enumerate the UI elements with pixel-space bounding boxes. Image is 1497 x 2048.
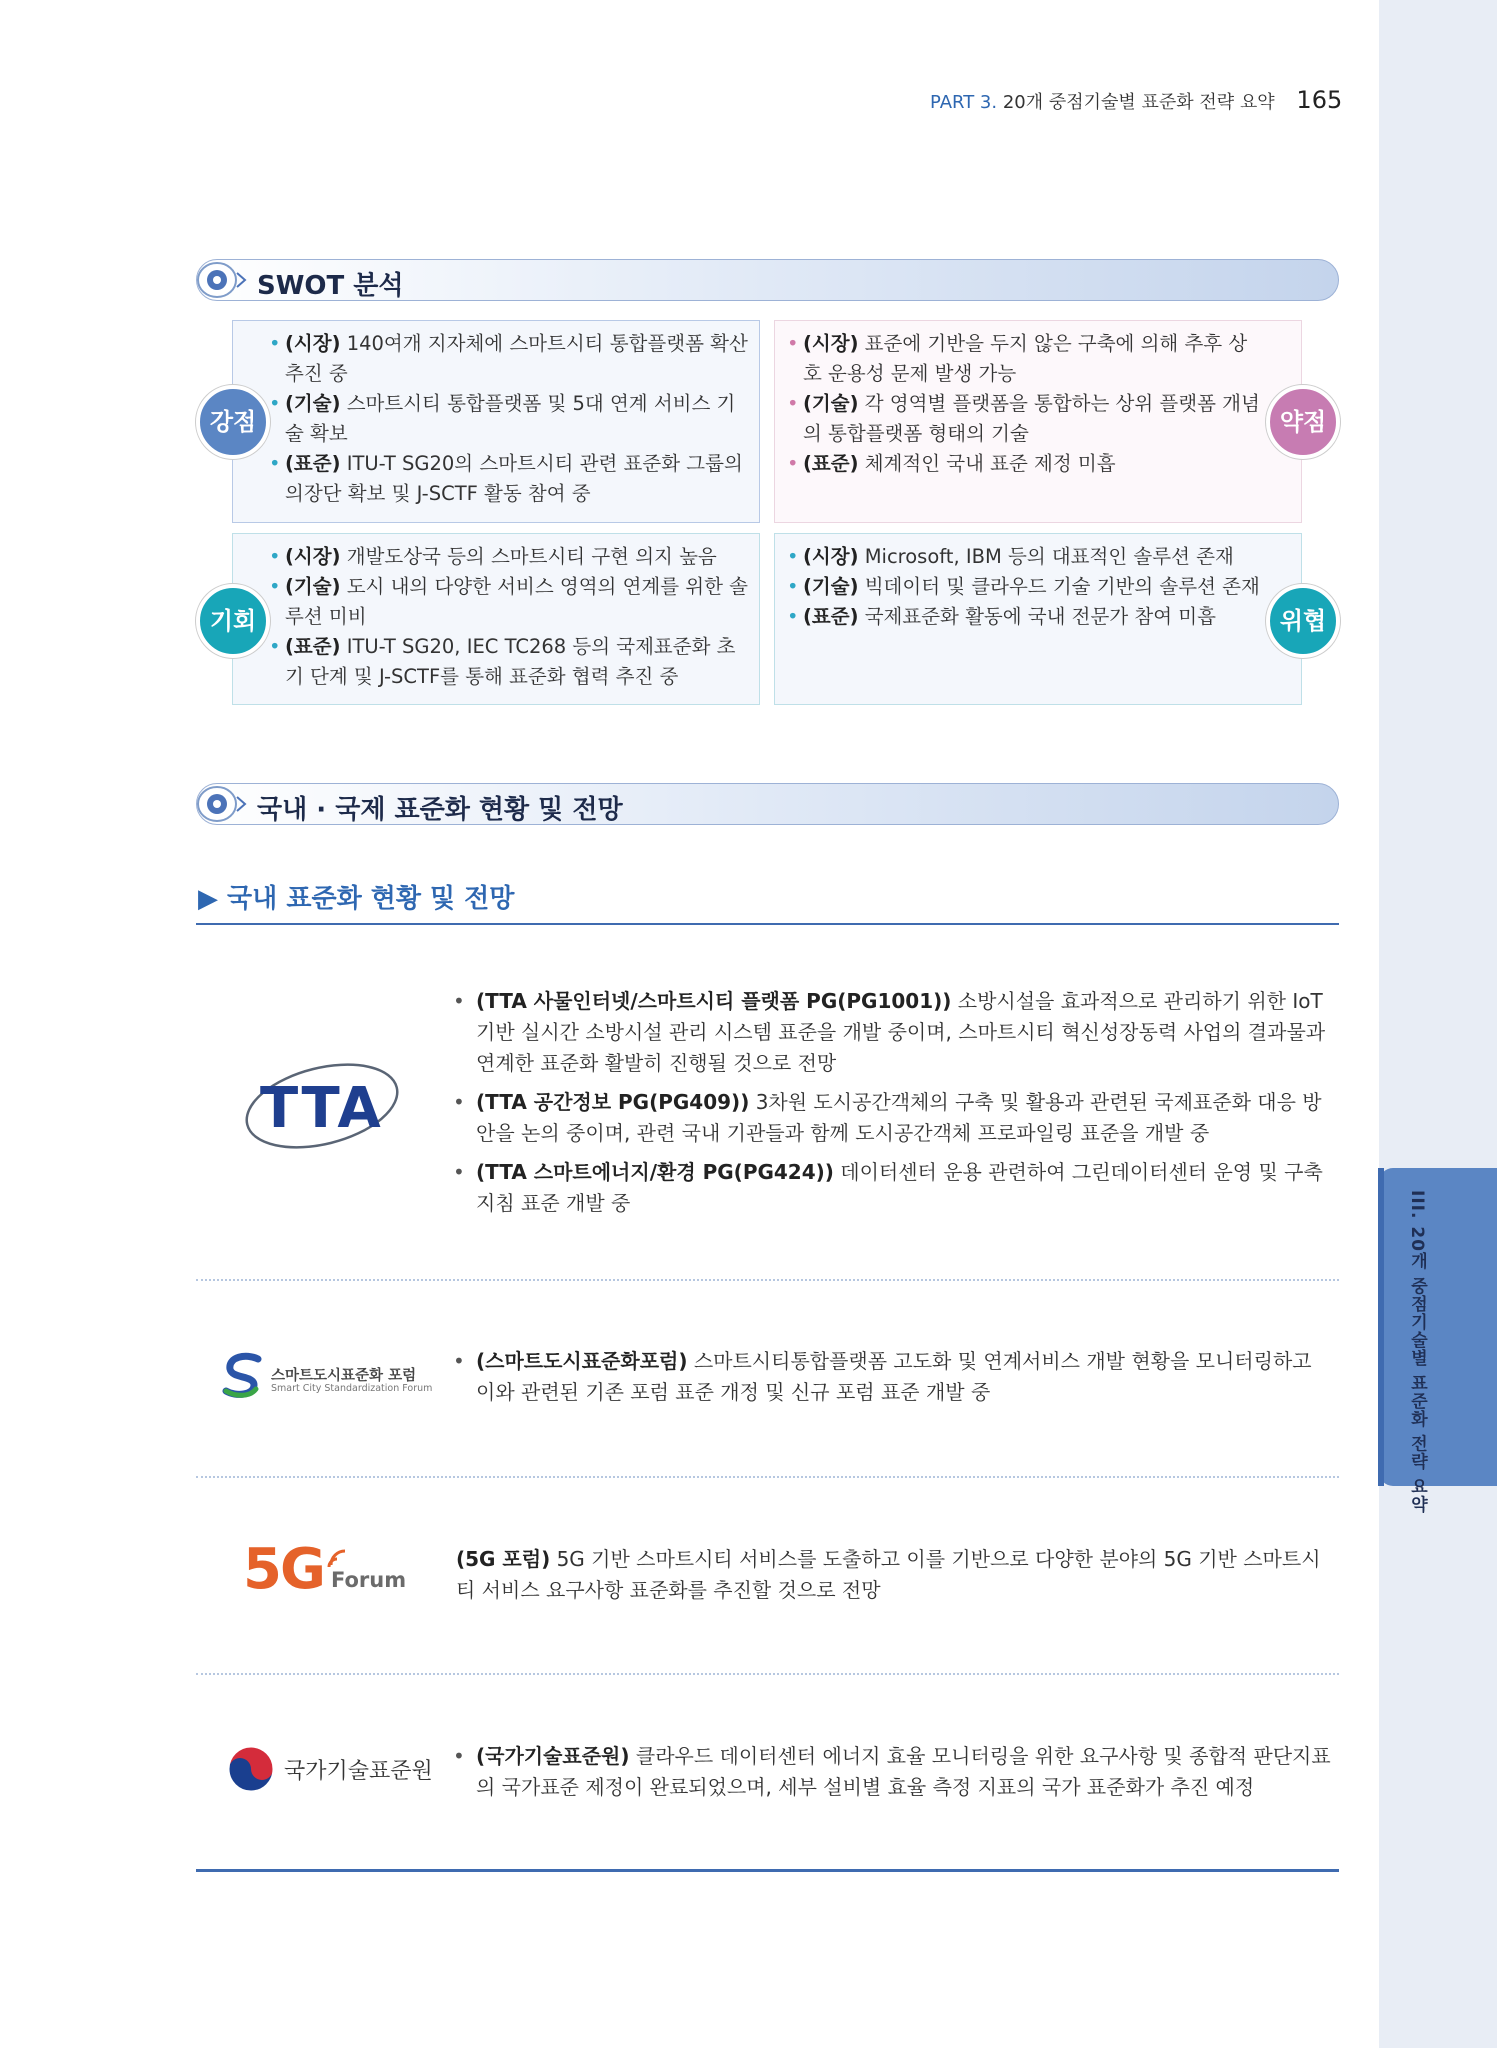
- swot-opportunity-box: [232, 533, 760, 705]
- section-bullet-icon: [196, 783, 252, 825]
- chapter-side-tab-label: III. 20개 중점기술별 표준화 전략 요약: [1407, 1190, 1427, 1514]
- header-part: PART 3.: [930, 92, 998, 113]
- list-item: [440, 986, 1335, 1079]
- running-header: [930, 86, 1342, 114]
- list-item: [787, 602, 1261, 632]
- list-item: [440, 1087, 1335, 1149]
- chapter-side-tab[interactable]: [1379, 1168, 1497, 1486]
- item-tag: (TTA 스마트에너지/환경 PG(PG424)): [476, 1160, 834, 1184]
- bullet-dot: •: [453, 1090, 465, 1114]
- weakness-badge: 약점: [1266, 385, 1340, 459]
- list-item: [787, 449, 1261, 479]
- divider: [196, 1279, 1339, 1281]
- fiveg-logo-sub: Forum: [331, 1568, 407, 1592]
- subheading-rule: [196, 923, 1339, 925]
- section-bullet-icon: [196, 259, 252, 301]
- bullet-dot: •: [787, 332, 799, 355]
- fiveg-logo: 5G: [243, 1537, 324, 1602]
- entry-paragraph: [440, 1544, 1335, 1606]
- item-text: 3차원 도시공간객체의 구축 및 활용과 관련된 국제표준화 대응 방안을 논의 중이며, 관련 국내 기관들과 함께 도시공간객체 프로파일링 표준을 개발 중: [476, 1090, 1322, 1145]
- item-text: 140여개 지자체에 스마트시티 통합플랫폼 확산 추진 중: [285, 332, 748, 385]
- page-number: 165: [1296, 86, 1343, 114]
- kats-logo-text: 국가기술표준원: [284, 1759, 433, 1784]
- item-tag: (표준): [803, 452, 859, 475]
- item-text: 데이터센터 운용 관련하여 그린데이터센터 운영 및 구축지침 표준 개발 중: [476, 1160, 1323, 1215]
- item-text: 클라우드 데이터센터 에너지 효율 모니터링을 위한 요구사항 및 종합적 판단지표의 국가표준 제정이 완료되었으며, 세부 설비별 효율 측정 지표의 국가 표준화가 추진 예정: [476, 1744, 1331, 1799]
- item-tag: (표준): [803, 605, 859, 628]
- item-tag: (TTA 사물인터넷/스마트시티 플랫폼 PG(PG1001)): [476, 989, 952, 1013]
- item-tag: (시장): [803, 332, 859, 355]
- scsf-logo-english: Smart City Standardization Forum: [271, 1383, 433, 1394]
- bullet-dot: •: [269, 635, 281, 658]
- item-tag: (표준): [285, 635, 341, 658]
- item-text: 표준에 기반을 두지 않은 구축에 의해 추후 상호 운용성 문제 발생 가능: [803, 332, 1248, 385]
- opportunity-badge: 기회: [196, 584, 270, 658]
- bullet-dot: •: [787, 452, 799, 475]
- standardization-title: 국내 · 국제 표준화 현황 및 전망: [257, 795, 623, 825]
- tta-entry: [440, 986, 1335, 1227]
- item-text: Microsoft, IBM 등의 대표적인 솔루션 존재: [858, 545, 1234, 568]
- chapter-side-tab-edge: [1378, 1168, 1384, 1486]
- item-tag: (시장): [285, 332, 341, 355]
- item-tag: (시장): [285, 545, 341, 568]
- item-text: 국제표준화 활동에 국내 전문가 참여 미흡: [858, 605, 1216, 628]
- scsf-logo-s-icon: [218, 1351, 270, 1403]
- kats-entry: [440, 1741, 1335, 1811]
- item-tag: (기술): [285, 575, 341, 598]
- bullet-dot: •: [453, 1744, 465, 1768]
- scsf-logo-korean: 스마트도시표준화 포럼: [271, 1368, 417, 1384]
- list-item: [787, 542, 1261, 572]
- bullet-dot: •: [453, 1160, 465, 1184]
- bullet-dot: •: [787, 605, 799, 628]
- item-tag: (스마트도시표준화포럼): [476, 1349, 688, 1373]
- list-item: [787, 389, 1261, 449]
- list-item: [787, 572, 1261, 602]
- item-text: 각 영역별 플랫폼을 통합하는 상위 플랫폼 개념의 통합플랫폼 형태의 기술: [803, 392, 1260, 445]
- threat-badge: 위협: [1266, 584, 1340, 658]
- tta-logo: TTA: [260, 1076, 383, 1141]
- item-tag: (국가기술표준원): [476, 1744, 630, 1768]
- item-tag: (TTA 공간정보 PG(PG409)): [476, 1090, 750, 1114]
- bullet-dot: •: [787, 575, 799, 598]
- item-tag: (시장): [803, 545, 859, 568]
- item-text: 5G 기반 스마트시티 서비스를 도출하고 이를 기반으로 다양한 분야의 5G 기반 스마트시티 서비스 요구사항 표준화를 추진할 것으로 전망: [456, 1547, 1321, 1602]
- list-item: [269, 632, 749, 692]
- standardization-section-bar: [196, 783, 1339, 825]
- swot-weakness-box: [774, 320, 1302, 523]
- item-tag: (기술): [285, 392, 341, 415]
- item-tag: (기술): [803, 575, 859, 598]
- list-item: [269, 449, 749, 509]
- right-margin-bar: [1379, 0, 1497, 2048]
- swot-section-bar: [196, 259, 1339, 301]
- item-text: 빅데이터 및 클라우드 기술 기반의 솔루션 존재: [858, 575, 1260, 598]
- domestic-subheading: ▶ 국내 표준화 현황 및 전망: [198, 884, 515, 914]
- fiveg-entry: [440, 1544, 1335, 1606]
- bullet-dot: •: [269, 392, 281, 415]
- bullet-dot: •: [453, 1349, 465, 1373]
- item-tag: (기술): [803, 392, 859, 415]
- list-item: [440, 1741, 1335, 1803]
- item-text: ITU-T SG20의 스마트시티 관련 표준화 그룹의 의장단 확보 및 J-SCTF 활동 참여 중: [285, 452, 743, 505]
- bullet-dot: •: [453, 989, 465, 1013]
- list-item: [269, 572, 749, 632]
- bullet-dot: •: [269, 332, 281, 355]
- swot-title: SWOT 분석: [257, 271, 404, 301]
- list-item: [269, 329, 749, 389]
- list-item: [269, 542, 749, 572]
- item-text: 스마트시티 통합플랫폼 및 5대 연계 서비스 기술 확보: [285, 392, 736, 445]
- item-text: 도시 내의 다양한 서비스 영역의 연계를 위한 솔루션 미비: [285, 575, 748, 628]
- item-text: 소방시설을 효과적으로 관리하기 위한 IoT 기반 실시간 소방시설 관리 시스템 표준을 개발 중이며, 스마트시티 혁신성장동력 사업의 결과물과 연계한 표준화 활발히 진행될 것으로 전망: [476, 989, 1326, 1075]
- bullet-dot: •: [787, 545, 799, 568]
- taegeuk-emblem-icon: [228, 1746, 274, 1792]
- list-item: [440, 1346, 1335, 1408]
- bullet-dot: •: [787, 392, 799, 415]
- bullet-dot: •: [269, 452, 281, 475]
- item-text: 체계적인 국내 표준 제정 미흡: [858, 452, 1116, 475]
- swot-threat-box: [774, 533, 1302, 705]
- signal-waves-icon: [325, 1541, 355, 1571]
- bullet-dot: •: [269, 575, 281, 598]
- bottom-rule: [196, 1869, 1339, 1872]
- list-item: [440, 1157, 1335, 1219]
- item-tag: (표준): [285, 452, 341, 475]
- strength-badge: 강점: [196, 385, 270, 459]
- bullet-dot: •: [269, 545, 281, 568]
- item-text: 개발도상국 등의 스마트시티 구현 의지 높음: [340, 545, 717, 568]
- swot-strength-box: [232, 320, 760, 523]
- item-tag: (5G 포럼): [456, 1547, 551, 1571]
- item-text: 스마트시티통합플랫폼 고도화 및 연계서비스 개발 현황을 모니터링하고 이와 관련된 기존 포럼 표준 개정 및 신규 포럼 표준 개발 중: [476, 1349, 1312, 1404]
- list-item: [787, 329, 1261, 389]
- divider: [196, 1476, 1339, 1478]
- scsf-entry: [440, 1346, 1335, 1416]
- header-title: 20개 중점기술별 표준화 전략 요약: [1002, 92, 1275, 113]
- item-text: ITU-T SG20, IEC TC268 등의 국제표준화 초기 단계 및 J-SCTF를 통해 표준화 협력 추진 중: [285, 635, 736, 688]
- divider: [196, 1673, 1339, 1675]
- list-item: [269, 389, 749, 449]
